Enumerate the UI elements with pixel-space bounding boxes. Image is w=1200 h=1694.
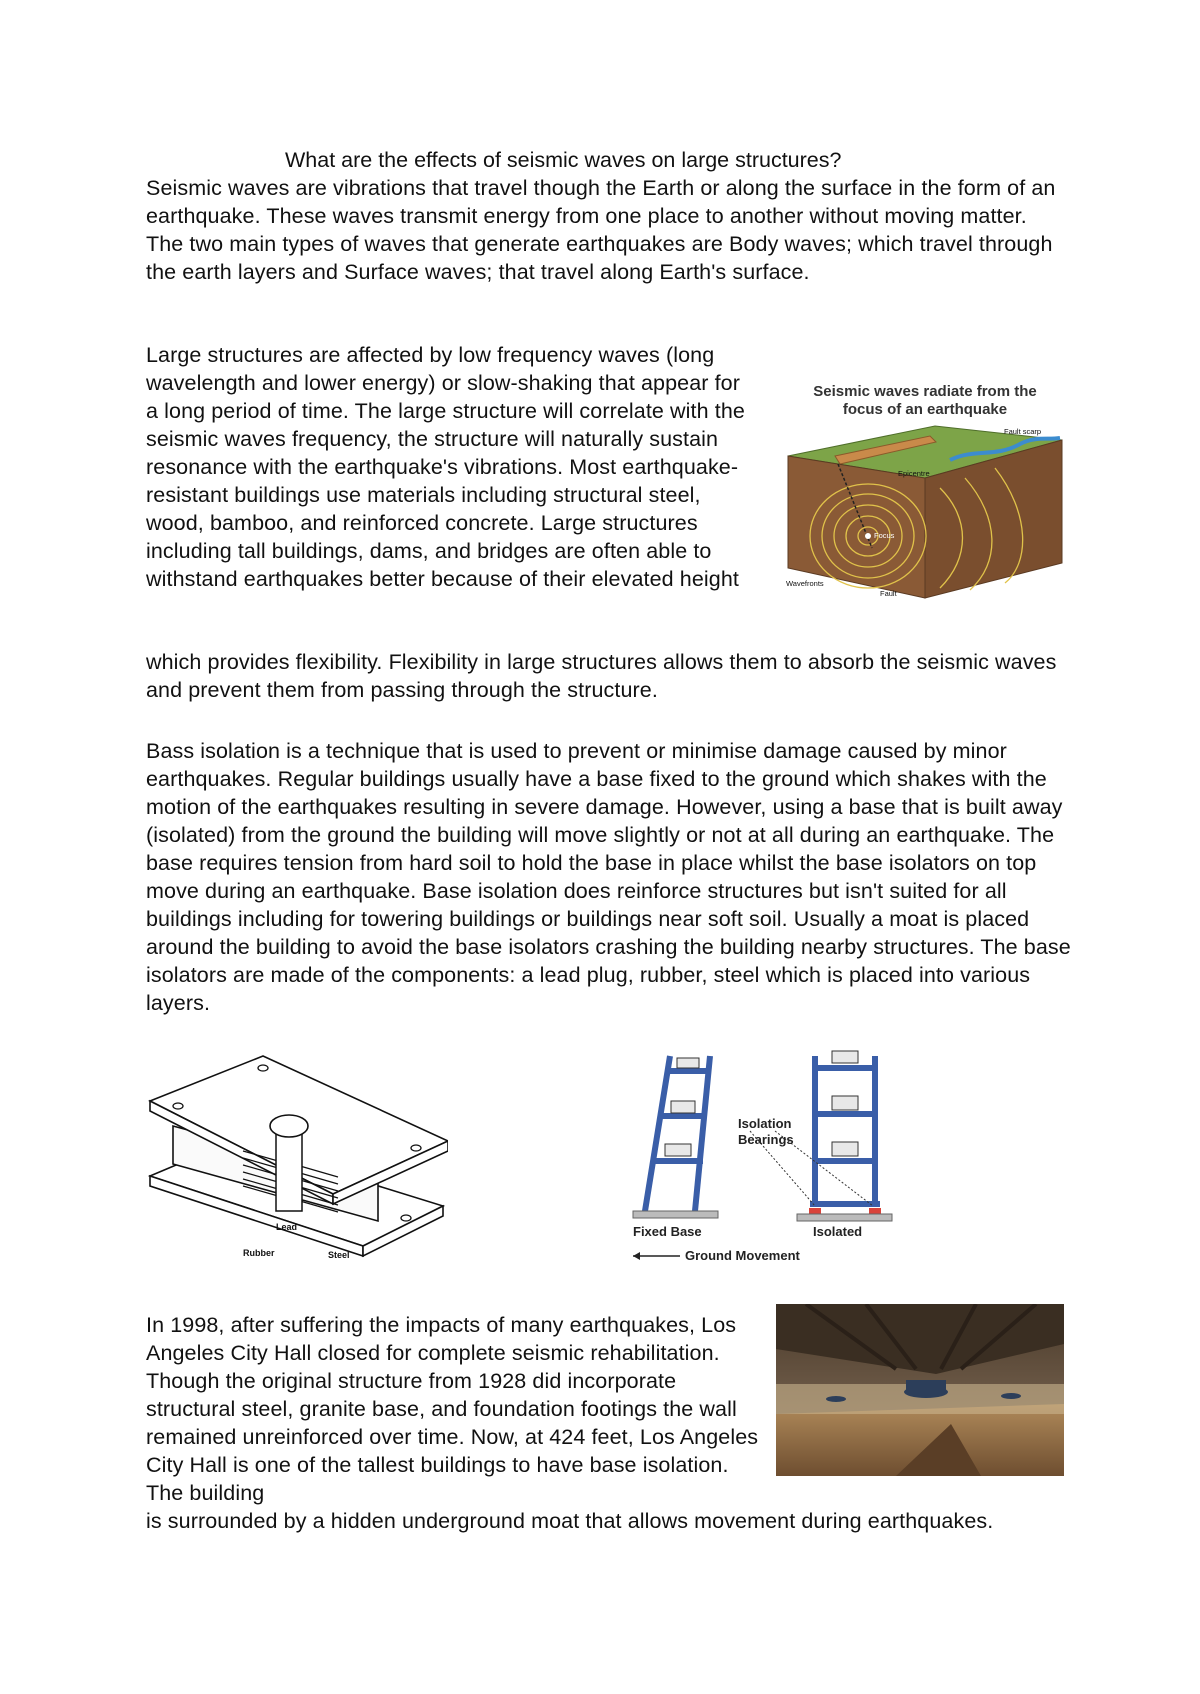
label-wavefronts: Wavefronts (786, 579, 824, 588)
isolation-comparison-figure (625, 1046, 900, 1266)
label-isolated: Isolated (813, 1224, 863, 1239)
label-epicentre: Epicentre (898, 469, 930, 478)
paragraph-large-structures-continued: which provides flexibility. Flexibility in large structures allows them to absorb the seismic waves and prevent them from passing through the structure. (146, 650, 1057, 702)
focus-point (865, 533, 871, 539)
left-arrow-icon (633, 1252, 640, 1260)
page-title: What are the effects of seismic waves on large structures? (285, 148, 842, 172)
paragraph-large-structures: Large structures are affected by low frequency waves (long wavelength and lower energy) or slow-shaking that appear for a long period of time. The large structure will correlate with the seismic waves frequency, the structure will naturally sustain resonance with the earthquake's vibrations. Most earthquake-resistant buildings use materials including structural steel, wood, bamboo, and reinforced concrete. Large structures including tall buildings, dams, and bridges are often able to withstand earthquakes better because of their elevated height (146, 343, 745, 591)
label-lead: Lead (276, 1222, 298, 1232)
seismic-figure-title-line2: focus of an earthquake (842, 401, 1008, 418)
label-fault-scarp: Fault scarp (1004, 427, 1042, 436)
paragraph-la-city-hall: In 1998, after suffering the impacts of many earthquakes, Los Angeles City Hall closed for complete seismic rehabilitation. Though the original structure from 1928 did incorporate structural steel, granite base, and foundation footings the wall remained unreinforced over time. Now, at 424 feet, Los Angeles City Hall is one of the tallest buildings to have base isolation. The building (146, 1313, 759, 1505)
label-ground-movement: Ground Movement (685, 1248, 800, 1263)
paragraph-la-city-hall-continued: is surrounded by a hidden underground moat that allows movement during earthquakes. (146, 1509, 994, 1533)
isolation-bearings (809, 1208, 881, 1214)
isolated-ground (797, 1214, 892, 1221)
label-focus: Focus (874, 531, 895, 540)
label-isolation-line2: Bearings (738, 1132, 794, 1147)
label-steel: Steel (328, 1250, 350, 1260)
fixed-base-building (645, 1056, 710, 1211)
lead-plug (276, 1126, 302, 1211)
seismic-waves-figure (780, 378, 1070, 608)
label-rubber: Rubber (243, 1248, 275, 1258)
label-fault: Fault (880, 589, 897, 598)
seismic-figure-title-line1: Seismic waves radiate from the (813, 383, 1037, 400)
lead-plug-top (270, 1115, 308, 1137)
paragraph-seismic-waves: Seismic waves are vibrations that travel though the Earth or along the surface in the form of an earthquake. These waves transmit energy from one place to another without moving matter. The two main types of waves that generate earthquakes are Body waves; which travel through the earth layers and Surface waves; that travel along Earth's surface. (146, 176, 1056, 284)
label-isolation-line1: Isolation (738, 1116, 792, 1131)
isolated-building (810, 1056, 880, 1206)
paragraph-base-isolation: Bass isolation is a technique that is used to prevent or minimise damage caused by minor earthquakes. Regular buildings usually have a base fixed to the ground which shakes with the motion of the earthquakes resulting in severe damage. However, using a base that is built away (isolated) from the ground the building will move slightly or not at all during an earthquake. The base requires tension from hard soil to hold the base in place whilst the base isolators on top move during an earthquake. Base isolation does reinforce structures but isn't suited for all buildings including for towering buildings or buildings near soft soil. Usually a moat is placed around the building to avoid the base isolators crashing the building nearby structures. The base isolators are made of the components: a lead plug, rubber, steel which is placed into various layers. (146, 739, 1071, 1015)
fixed-base-ground (633, 1211, 718, 1218)
lead-rubber-bearing-figure (148, 1046, 448, 1266)
city-hall-isolator-photo (776, 1304, 1064, 1476)
label-fixed-base: Fixed Base (633, 1224, 702, 1239)
